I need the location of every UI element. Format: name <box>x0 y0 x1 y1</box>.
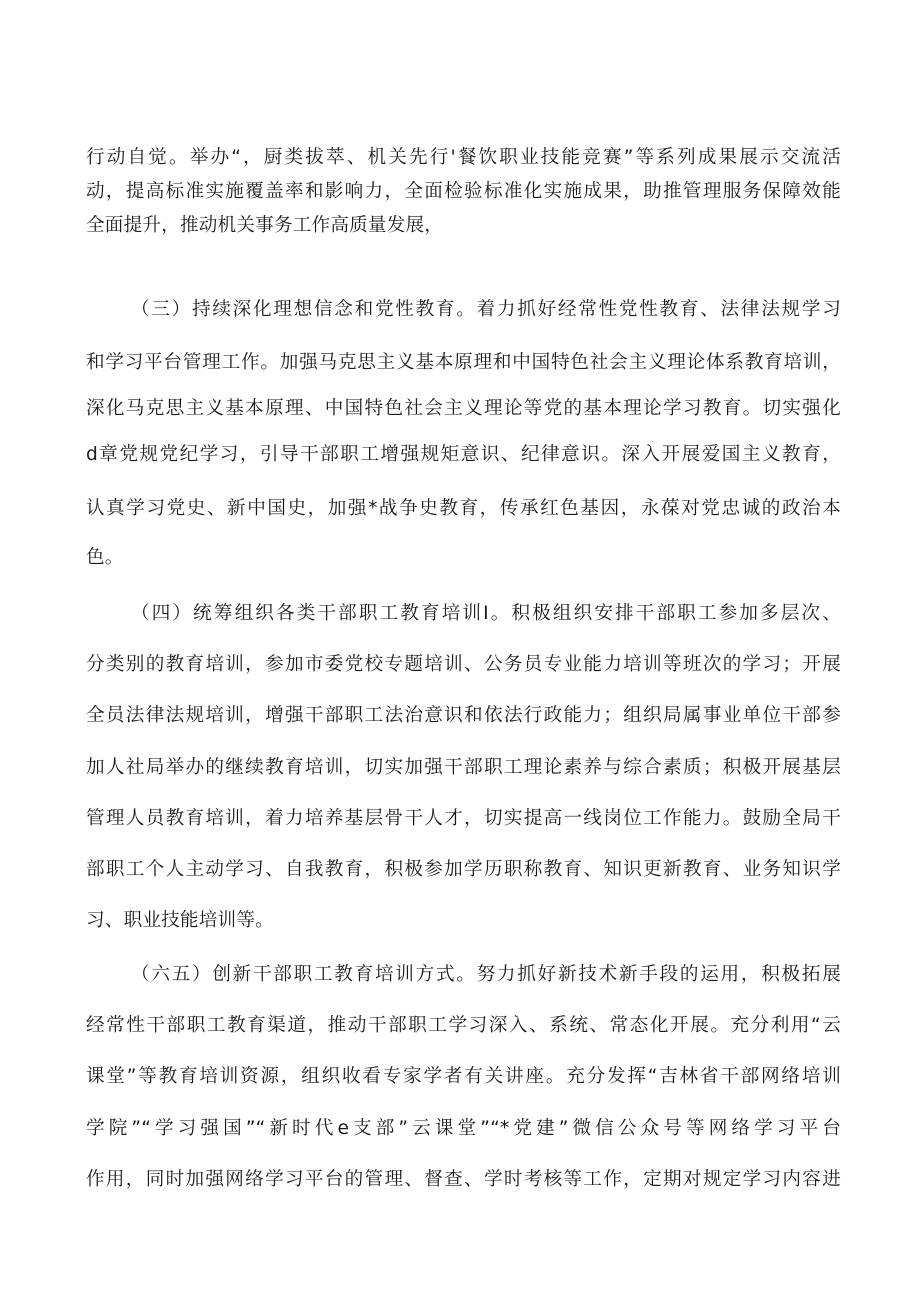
text-line: 全员法律法规培训，增强干部职工法治意识和依法行政能力；组织局属事业单位干部参 <box>86 705 841 726</box>
text-line: 行动自觉。举办“，厨类拔萃、机关先行'餐饮职业技能竞赛”等系列成果展示交流活 <box>86 147 841 168</box>
text-line: 深化马克思主义基本原理、中国特色社会主义理论等党的基本理论学习教育。切实强化 <box>86 398 841 419</box>
text-line: 和学习平台管理工作。加强马克思主义基本原理和中国特色社会主义理论体系教育培训， <box>86 352 841 373</box>
text-line: 分类别的教育培训，参加市委党校专题培训、公务员专业能力培训等班次的学习；开展 <box>86 654 841 675</box>
text-line: d章党规党纪学习，引导干部职工增强规矩意识、纪律意识。深入开展爱国主义教育， <box>86 444 841 465</box>
text-line: 全面提升，推动机关事务工作高质量发展， <box>86 215 444 236</box>
text-line: 管理人员教育培训，着力培养基层骨干人才，切实提高一线岗位工作能力。鼓励全局干 <box>86 808 841 829</box>
section-heading-line: （六五）创新干部职工教育培训方式。努力抓好新技术新手段的运用，积极拓展 <box>131 964 841 985</box>
text-line: 课堂”等教育培训资源，组织收看专家学者有关讲座。充分发挥“吉林省干部网络培训 <box>86 1066 841 1087</box>
text-line: 色。 <box>86 547 124 568</box>
text-line: 部职工个人主动学习、自我教育，积极参加学历职称教育、知识更新教育、业务知识学 <box>86 859 841 880</box>
text-line: 习、职业技能培训等。 <box>86 910 274 931</box>
text-line: 动，提高标准实施覆盖率和影响力，全面检验标准化实施成果，助推管理服务保障效能 <box>86 181 841 202</box>
section-heading-line: （四）统筹组织各类干部职工教育培训I。积极组织安排干部职工参加多层次、 <box>131 603 841 624</box>
text-line: 学院”“学习强国”“新时代e支部”云课堂”“*党建”微信公众号等网络学习平台 <box>86 1118 841 1139</box>
section-heading-line: （三）持续深化理想信念和党性教育。着力抓好经常性党性教育、法律法规学习 <box>131 299 841 320</box>
text-line: 经常性干部职工教育渠道，推动干部职工学习深入、系统、常态化开展。充分利用“云 <box>86 1015 841 1036</box>
text-line: 认真学习党史、新中国史，加强*战争史教育，传承红色基因，永葆对党忠诚的政治本 <box>86 498 841 519</box>
text-line: 作用，同时加强网络学习平台的管理、督查、学时考核等工作，定期对规定学习内容进 <box>86 1169 841 1190</box>
text-line: 加人社局举办的继续教育培训，切实加强干部职工理论素养与综合素质；积极开展基层 <box>86 757 841 778</box>
